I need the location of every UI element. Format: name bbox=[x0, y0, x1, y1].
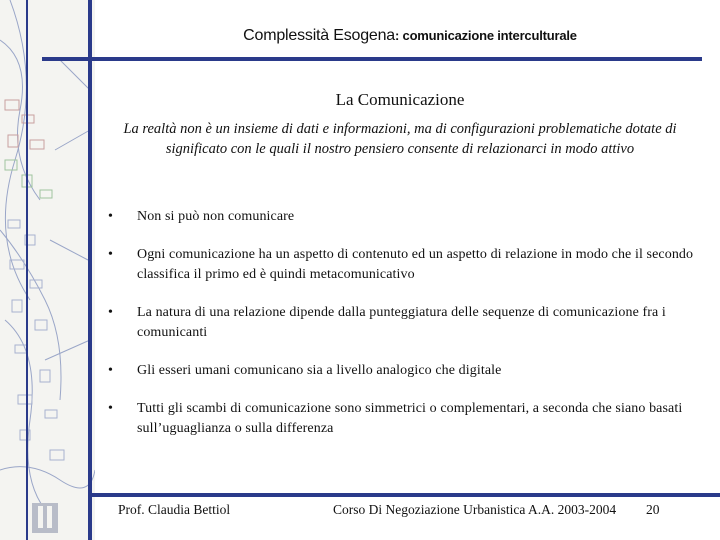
header-title-main: Complessità Esogena bbox=[243, 27, 395, 44]
city-map-decoration bbox=[0, 0, 95, 540]
footer-course: Corso Di Negoziazione Urbanistica A.A. 2003-2004 bbox=[333, 502, 617, 517]
bullet-dot: • bbox=[108, 401, 114, 416]
bullet-item bbox=[108, 361, 708, 381]
header-rule bbox=[42, 57, 702, 61]
bullet-item bbox=[108, 245, 708, 285]
slide-title: La Comunicazione bbox=[335, 90, 465, 109]
bullet-item bbox=[108, 207, 708, 227]
bullet-list bbox=[108, 207, 708, 457]
bullet-text: Tutti gli scambi di comunicazione sono simmetrici o complementari, a seconda che siano basati sull’uguaglianza o sulla differenza bbox=[137, 401, 683, 436]
header-title bbox=[120, 27, 700, 45]
bullet-dot: • bbox=[108, 305, 114, 320]
map-graphic bbox=[0, 0, 95, 540]
bullet-item bbox=[108, 399, 708, 439]
accent-line-main bbox=[88, 0, 92, 540]
bullet-dot: • bbox=[108, 209, 114, 224]
bullet-text: La natura di una relazione dipende dalla punteggiatura delle sequenze di comunicazione fra i comunicanti bbox=[137, 305, 666, 340]
footer-rule bbox=[92, 493, 720, 497]
header-title-sub: : comunicazione interculturale bbox=[395, 28, 577, 43]
page-number: 20 bbox=[646, 502, 660, 517]
bullet-dot: • bbox=[108, 247, 114, 262]
bullet-text: Non si può non comunicare bbox=[137, 209, 295, 224]
footer-author: Prof. Claudia Bettiol bbox=[118, 502, 231, 517]
intro-text: La realtà non è un insieme di dati e informazioni, ma di configurazioni problematiche dotate di significato con le quali il nostro pensiero consente di relazionarci in modo attivo bbox=[123, 121, 677, 157]
bullet-item bbox=[108, 303, 708, 343]
bullet-text: Gli esseri umani comunicano sia a livello analogico che digitale bbox=[137, 363, 502, 378]
bullet-text: Ogni comunicazione ha un aspetto di contenuto ed un aspetto di relazione in modo che il secondo classifica il primo ed è quindi metacomunicativo bbox=[137, 247, 694, 282]
accent-line-left bbox=[26, 0, 28, 540]
bullet-dot: • bbox=[108, 363, 114, 378]
